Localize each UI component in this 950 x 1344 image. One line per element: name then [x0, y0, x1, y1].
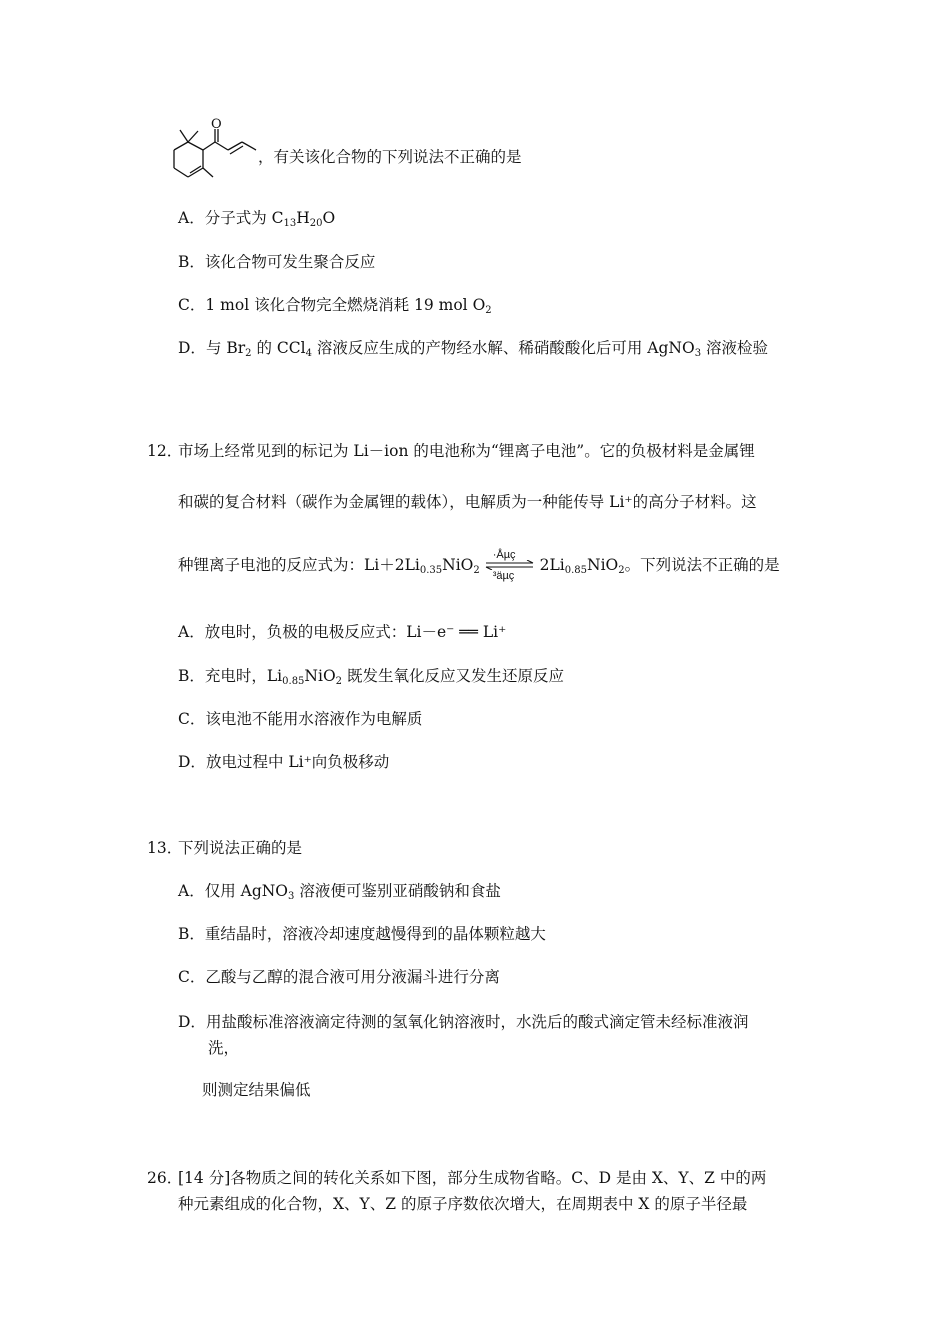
question-13-number: 13．	[147, 839, 183, 857]
reversible-arrow	[485, 549, 535, 582]
q13-option-a: A．仅用 AgNO$_3$ 溶液便可鉴别亚硝酸钠和食盐	[178, 882, 501, 902]
q13-option-d-line-3: 则测定结果偏低	[202, 1081, 311, 1099]
arrow-label-discharge: ·Åµç	[492, 549, 516, 561]
q13-option-d-line-2: 洗，	[208, 1039, 240, 1057]
question-11-stem: ，有关该化合物的下列说法不正确的是	[258, 148, 522, 166]
q13-option-c: C．乙酸与乙醇的混合液可用分液漏斗进行分离	[178, 968, 500, 986]
carbonyl-oxygen-label: O	[211, 117, 222, 132]
question-12-line-2: 和碳的复合材料（碳作为金属锂的载体），电解质为一种能传导 Li⁺的高分子材料。这	[178, 493, 757, 511]
question-12-line-1: 市场上经常见到的标记为 Li－ion 的电池称为“锂离子电池”。它的负极材料是金属锂	[178, 442, 755, 460]
q12-option-c: C．该电池不能用水溶液作为电解质	[178, 710, 423, 728]
q11-option-a: A．分子式为 $C_{13}H_{20}O$	[178, 209, 336, 229]
q13-option-b: B．重结晶时，溶液冷却速度越慢得到的晶体颗粒越大	[178, 925, 546, 943]
q11-option-d: D．与 $Br_2$ 的 CCl$_4$ 溶液反应生成的产物经水解、稀硝酸酸化后可用 AgNO$_3$ 溶液检验	[178, 339, 769, 359]
q12-option-b: B．充电时，$Li_{0.85}NiO_2$ 既发生氧化反应又发生还原反应	[178, 667, 564, 687]
question-12-equation: 种锂离子电池的反应式为：$Li+2Li_{0.35}NiO_2$ ·Åµç ³äµç $2Li_{0.85}NiO_2$。下列说法不正确的是	[178, 555, 780, 576]
question-12-number: 12．	[147, 442, 183, 460]
question-26-number: 26．	[147, 1169, 183, 1187]
q11-option-b: B．该化合物可发生聚合反应	[178, 253, 376, 271]
question-26-line-2: 种元素组成的化合物，X、Y、Z 的原子序数依次增大，在周期表中 X 的原子半径最	[178, 1195, 748, 1213]
arrow-label-charge: ³äµç	[492, 570, 515, 582]
q12-option-a: A．放电时，负极的电极反应式：Li－e⁻ ══ Li⁺	[178, 623, 507, 641]
q13-option-d: D．用盐酸标准溶液滴定待测的氢氧化钠溶液时，水洗后的酸式滴定管未经标准液润	[178, 1013, 749, 1031]
q11-option-c: C．1 mol 该化合物完全燃烧消耗 19 mol $O_2$	[178, 296, 492, 316]
question-13-stem: 下列说法正确的是	[178, 839, 303, 857]
question-26-line-1: [14 分]各物质之间的转化关系如下图，部分生成物省略。C、D 是由 X、Y、Z 中的两	[178, 1169, 767, 1187]
q12-option-d: D．放电过程中 Li⁺向负极移动	[178, 753, 390, 771]
